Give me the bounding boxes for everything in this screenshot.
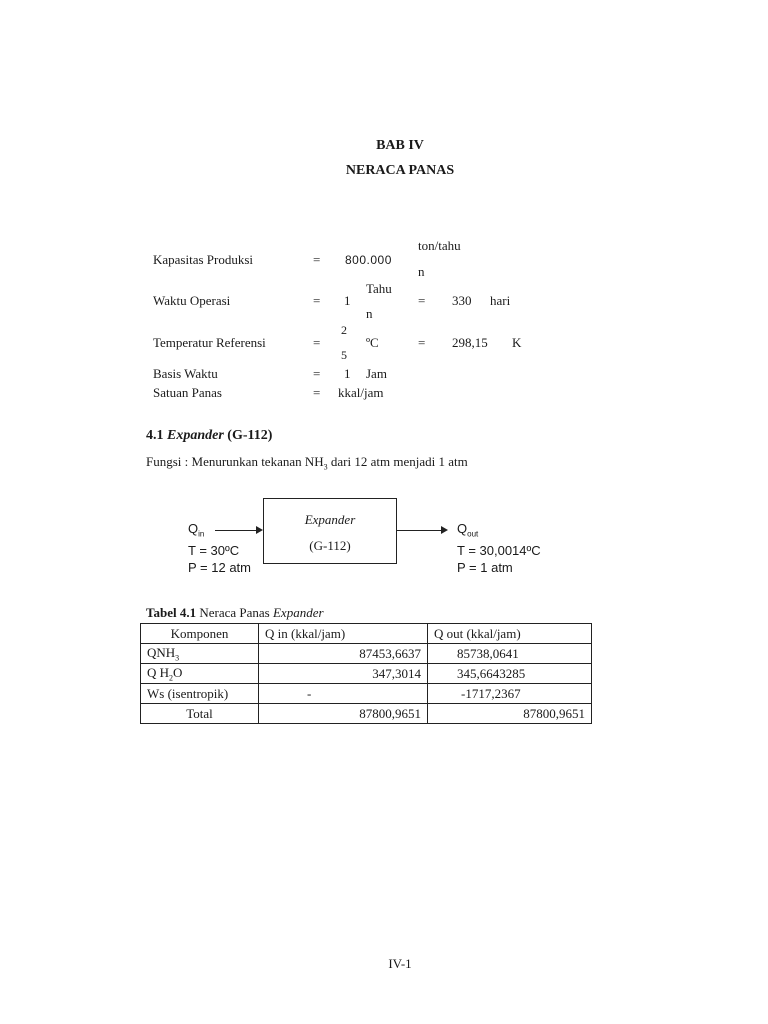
param-unit-waktu-bottom: n xyxy=(366,306,373,321)
table-header-q-in: Q in (kkal/jam) xyxy=(259,624,428,644)
table-caption-text: Neraca Panas xyxy=(196,605,273,620)
param-eq2-temp: = xyxy=(418,335,426,350)
section-name: Expander xyxy=(167,428,224,443)
table-caption-number: Tabel 4.1 xyxy=(146,605,197,620)
inlet-q-sub: in xyxy=(198,529,205,539)
param-value-satuan: kkal/jam xyxy=(338,385,384,400)
inlet-temperature: T = 30ºC xyxy=(188,543,240,558)
expander-box-code: (G-112) xyxy=(309,538,351,553)
param-value2-waktu: 330 xyxy=(452,293,472,308)
expander-box-name: Expander xyxy=(304,512,356,527)
outlet-arrow-line xyxy=(396,530,442,531)
param-eq-satuan: = xyxy=(313,385,321,400)
komponen-sub: 2 xyxy=(169,673,174,683)
param-value-waktu: 1 xyxy=(344,293,351,308)
param-unit-kapasitas-bottom: n xyxy=(418,264,425,279)
table-row xyxy=(141,684,592,704)
fungsi-sub: 3 xyxy=(323,462,328,472)
fungsi-post: dari 12 atm menjadi 1 atm xyxy=(327,454,468,469)
heat-balance-table xyxy=(140,623,592,724)
param-value-temp-top: 2 xyxy=(341,323,347,337)
table-row xyxy=(141,644,592,664)
section-heading xyxy=(146,428,272,444)
outlet-pressure: P = 1 atm xyxy=(457,560,513,575)
section-number: 4.1 xyxy=(146,428,164,443)
inlet-arrow-line xyxy=(215,530,257,531)
param-value-kapasitas: 800.000 xyxy=(345,253,392,267)
komponen-sub: 3 xyxy=(175,653,180,663)
param-unit-basis: Jam xyxy=(366,366,387,381)
outlet-q-label xyxy=(457,521,478,539)
param-unit-kapasitas-top: ton/tahu xyxy=(418,238,461,253)
komponen-post: O xyxy=(173,664,183,680)
table-header-row xyxy=(141,624,592,644)
param-value2-temp: 298,15 xyxy=(452,335,488,350)
section-code: (G-112) xyxy=(227,428,273,443)
param-label-basis: Basis Waktu xyxy=(153,366,218,381)
table-caption-italic: Expander xyxy=(272,605,324,620)
table-caption xyxy=(146,605,324,621)
table-cell-total-label: Total xyxy=(141,704,259,724)
table-cell-q-in: 87453,6637 xyxy=(259,644,428,664)
table-cell-q-in: 347,3014 xyxy=(259,664,428,684)
param-label-kapasitas: Kapasitas Produksi xyxy=(153,252,254,267)
param-eq-kapasitas: = xyxy=(313,252,321,267)
param-label-satuan: Satuan Panas xyxy=(153,385,222,400)
table-cell-q-out: 345,6643285 xyxy=(428,664,592,684)
table-total-row xyxy=(141,704,592,724)
outlet-q: Q xyxy=(457,521,468,536)
table-cell-q-in: - xyxy=(259,684,428,704)
param-unit-temp: ºC xyxy=(366,335,379,350)
table-header-komponen: Komponen xyxy=(141,624,259,644)
page-number: IV-1 xyxy=(388,956,412,971)
param-eq-basis: = xyxy=(313,366,321,381)
fungsi-text xyxy=(146,454,468,472)
fungsi-pre: Fungsi : Menurunkan tekanan NH xyxy=(146,454,324,469)
param-unit2-waktu: hari xyxy=(490,293,511,308)
param-eq-waktu: = xyxy=(313,293,321,308)
table-cell-q-out: -1717,2367 xyxy=(428,684,592,704)
param-unit2-temp: K xyxy=(512,335,522,350)
table-cell-komponen: Ws (isentropik) xyxy=(141,684,259,704)
param-label-waktu: Waktu Operasi xyxy=(153,293,231,308)
param-unit-waktu-top: Tahu xyxy=(366,281,392,296)
table-header-q-out: Q out (kkal/jam) xyxy=(428,624,592,644)
outlet-arrow-head-icon xyxy=(441,526,448,534)
param-eq-temp: = xyxy=(313,335,321,350)
param-eq2-waktu: = xyxy=(418,293,426,308)
inlet-pressure: P = 12 atm xyxy=(188,560,251,575)
outlet-q-sub: out xyxy=(467,529,479,539)
param-value-temp-bottom: 5 xyxy=(341,348,347,362)
inlet-q-label xyxy=(188,521,204,539)
inlet-arrow-head-icon xyxy=(256,526,263,534)
param-value-basis: 1 xyxy=(344,366,351,381)
param-label-temp: Temperatur Referensi xyxy=(153,335,266,350)
komponen-name: QNH xyxy=(147,644,176,660)
table-cell-total-q-in: 87800,9651 xyxy=(259,704,428,724)
table-row xyxy=(141,664,592,684)
table-cell-komponen xyxy=(141,664,259,684)
expander-box xyxy=(263,498,397,564)
table-cell-total-q-out: 87800,9651 xyxy=(428,704,592,724)
table-cell-q-out: 85738,0641 xyxy=(428,644,592,664)
table-cell-komponen xyxy=(141,644,259,664)
komponen-name: Q H xyxy=(147,664,170,680)
chapter-heading: BAB IV xyxy=(376,138,424,153)
chapter-title: NERACA PANAS xyxy=(345,163,455,178)
outlet-temperature: T = 30,0014ºC xyxy=(457,543,541,558)
inlet-q: Q xyxy=(188,521,199,536)
